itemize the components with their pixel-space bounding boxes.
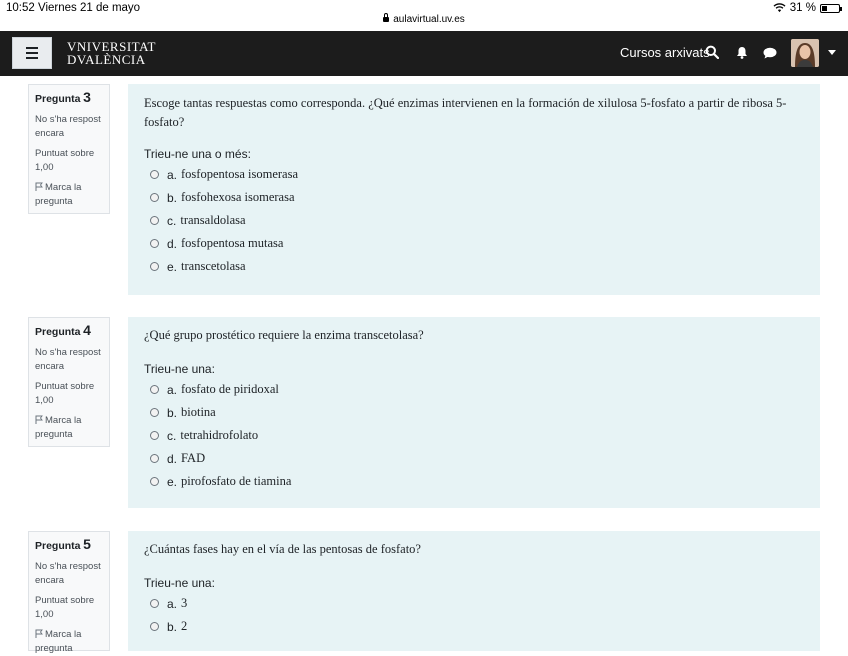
question-content [128,317,820,508]
question-status: No s'ha respost encara [35,561,101,586]
battery-level [822,6,827,11]
flag-icon [35,629,43,638]
question-number: 3 [83,89,91,105]
answer-option[interactable] [144,424,804,447]
answer-text: tetrahidrofolato [180,428,259,442]
clock-time: 10:52 [6,2,35,14]
answer-option[interactable] [144,255,804,278]
answer-option[interactable] [144,592,804,615]
question-label: Pregunta [35,93,81,105]
chat-icon[interactable] [763,47,777,59]
answer-letter: b. [167,190,178,205]
answer-option[interactable] [144,470,804,493]
question-label: Pregunta [35,540,81,552]
answer-letter: b. [167,619,178,634]
bell-icon[interactable] [736,46,748,59]
avatar-photo [791,39,819,67]
battery-icon [820,4,840,13]
logo-line-1: VNIVERSITAT [67,39,156,54]
answer-text: biotina [181,405,216,419]
answer-letter: b. [167,405,178,420]
answer-letter: c. [167,428,177,443]
question-text: ¿Qué grupo prostético requiere la enzima transcetolasa? [144,328,424,342]
radio-input[interactable] [150,454,159,463]
answer-text: 2 [181,619,188,633]
question-grade: Puntuat sobre 1,00 [35,381,95,406]
radio-input[interactable] [150,622,159,631]
flag-icon [35,182,43,191]
question-label: Pregunta [35,326,81,338]
lock-icon [383,17,389,22]
ios-status-bar [0,0,848,30]
answer-letter: a. [167,596,178,611]
question-content [128,84,820,295]
user-avatar[interactable] [791,39,819,67]
answer-option[interactable] [144,232,804,255]
flag-label: Marca la pregunta [35,415,82,440]
flag-icon [35,415,43,424]
question-status: No s'ha respost encara [35,347,101,372]
question-grade: Puntuat sobre 1,00 [35,148,95,173]
question-grade: Puntuat sobre 1,00 [35,595,95,620]
answer-text: FAD [181,451,206,465]
answer-letter: e. [167,259,178,274]
status-date: Viernes 21 de mayo [38,2,141,14]
question-info-panel [28,317,110,447]
answer-text: fosfato de piridoxal [181,382,279,396]
answer-letter: e. [167,474,178,489]
answer-prompt: Trieu-ne una o més: [144,147,251,161]
answer-letter: d. [167,451,178,466]
flag-question-link[interactable] [35,628,103,656]
flag-question-link[interactable] [35,181,103,209]
status-indicators [773,2,840,14]
university-logo[interactable] [67,40,156,66]
answer-letter: c. [167,213,177,228]
question-info-panel [28,84,110,214]
question-status: No s'ha respost encara [35,114,101,139]
checkbox-input[interactable] [150,170,159,179]
user-menu-caret-icon[interactable] [828,50,836,55]
battery-percent: 31 % [789,2,816,14]
search-icon[interactable] [705,45,719,59]
answer-prompt: Trieu-ne una: [144,576,215,590]
answer-letter: a. [167,167,178,182]
flag-question-link[interactable] [35,414,103,442]
answer-text: transaldolasa [180,213,246,227]
checkbox-input[interactable] [150,193,159,202]
answer-option[interactable] [144,615,804,638]
radio-input[interactable] [150,599,159,608]
answer-option[interactable] [144,163,804,186]
answer-text: fosfopentosa isomerasa [181,167,298,181]
radio-input[interactable] [150,431,159,440]
archived-courses-link[interactable]: Cursos arxivats [620,45,710,60]
checkbox-input[interactable] [150,216,159,225]
question-text: Escoge tantas respuestas como corresponda. ¿Qué enzimas intervienen en la formación de xilulosa 5-fosfato a partir de ribosa 5-fosfato? [144,96,787,129]
question-number: 4 [83,322,91,338]
wifi-icon [773,3,786,13]
answer-text: fosfohexosa isomerasa [181,190,295,204]
address-bar[interactable] [0,14,848,25]
logo-line-2: DVALÈNCIA [67,52,146,67]
question-number: 5 [83,536,91,552]
radio-input[interactable] [150,477,159,486]
url-text: aulavirtual.uv.es [393,14,465,25]
answer-letter: d. [167,236,178,251]
question-text: ¿Cuántas fases hay en el vía de las pentosas de fosfato? [144,542,421,556]
answer-text: transcetolasa [181,259,246,273]
radio-input[interactable] [150,385,159,394]
answer-option[interactable] [144,447,804,470]
checkbox-input[interactable] [150,262,159,271]
answer-text: pirofosfato de tiamina [181,474,292,488]
answer-text: fosfopentosa mutasa [181,236,284,250]
flag-label: Marca la pregunta [35,182,82,207]
question-content [128,531,820,651]
answer-letter: a. [167,382,178,397]
answer-prompt: Trieu-ne una: [144,362,215,376]
checkbox-input[interactable] [150,239,159,248]
answer-option[interactable] [144,401,804,424]
radio-input[interactable] [150,408,159,417]
flag-label: Marca la pregunta [35,629,82,654]
answer-text: 3 [181,596,188,610]
hamburger-menu-button[interactable] [12,37,52,69]
answer-option[interactable] [144,209,804,232]
top-navbar [0,31,848,76]
question-info-panel [28,531,110,654]
answer-option[interactable] [144,186,804,209]
answer-option[interactable] [144,378,804,401]
